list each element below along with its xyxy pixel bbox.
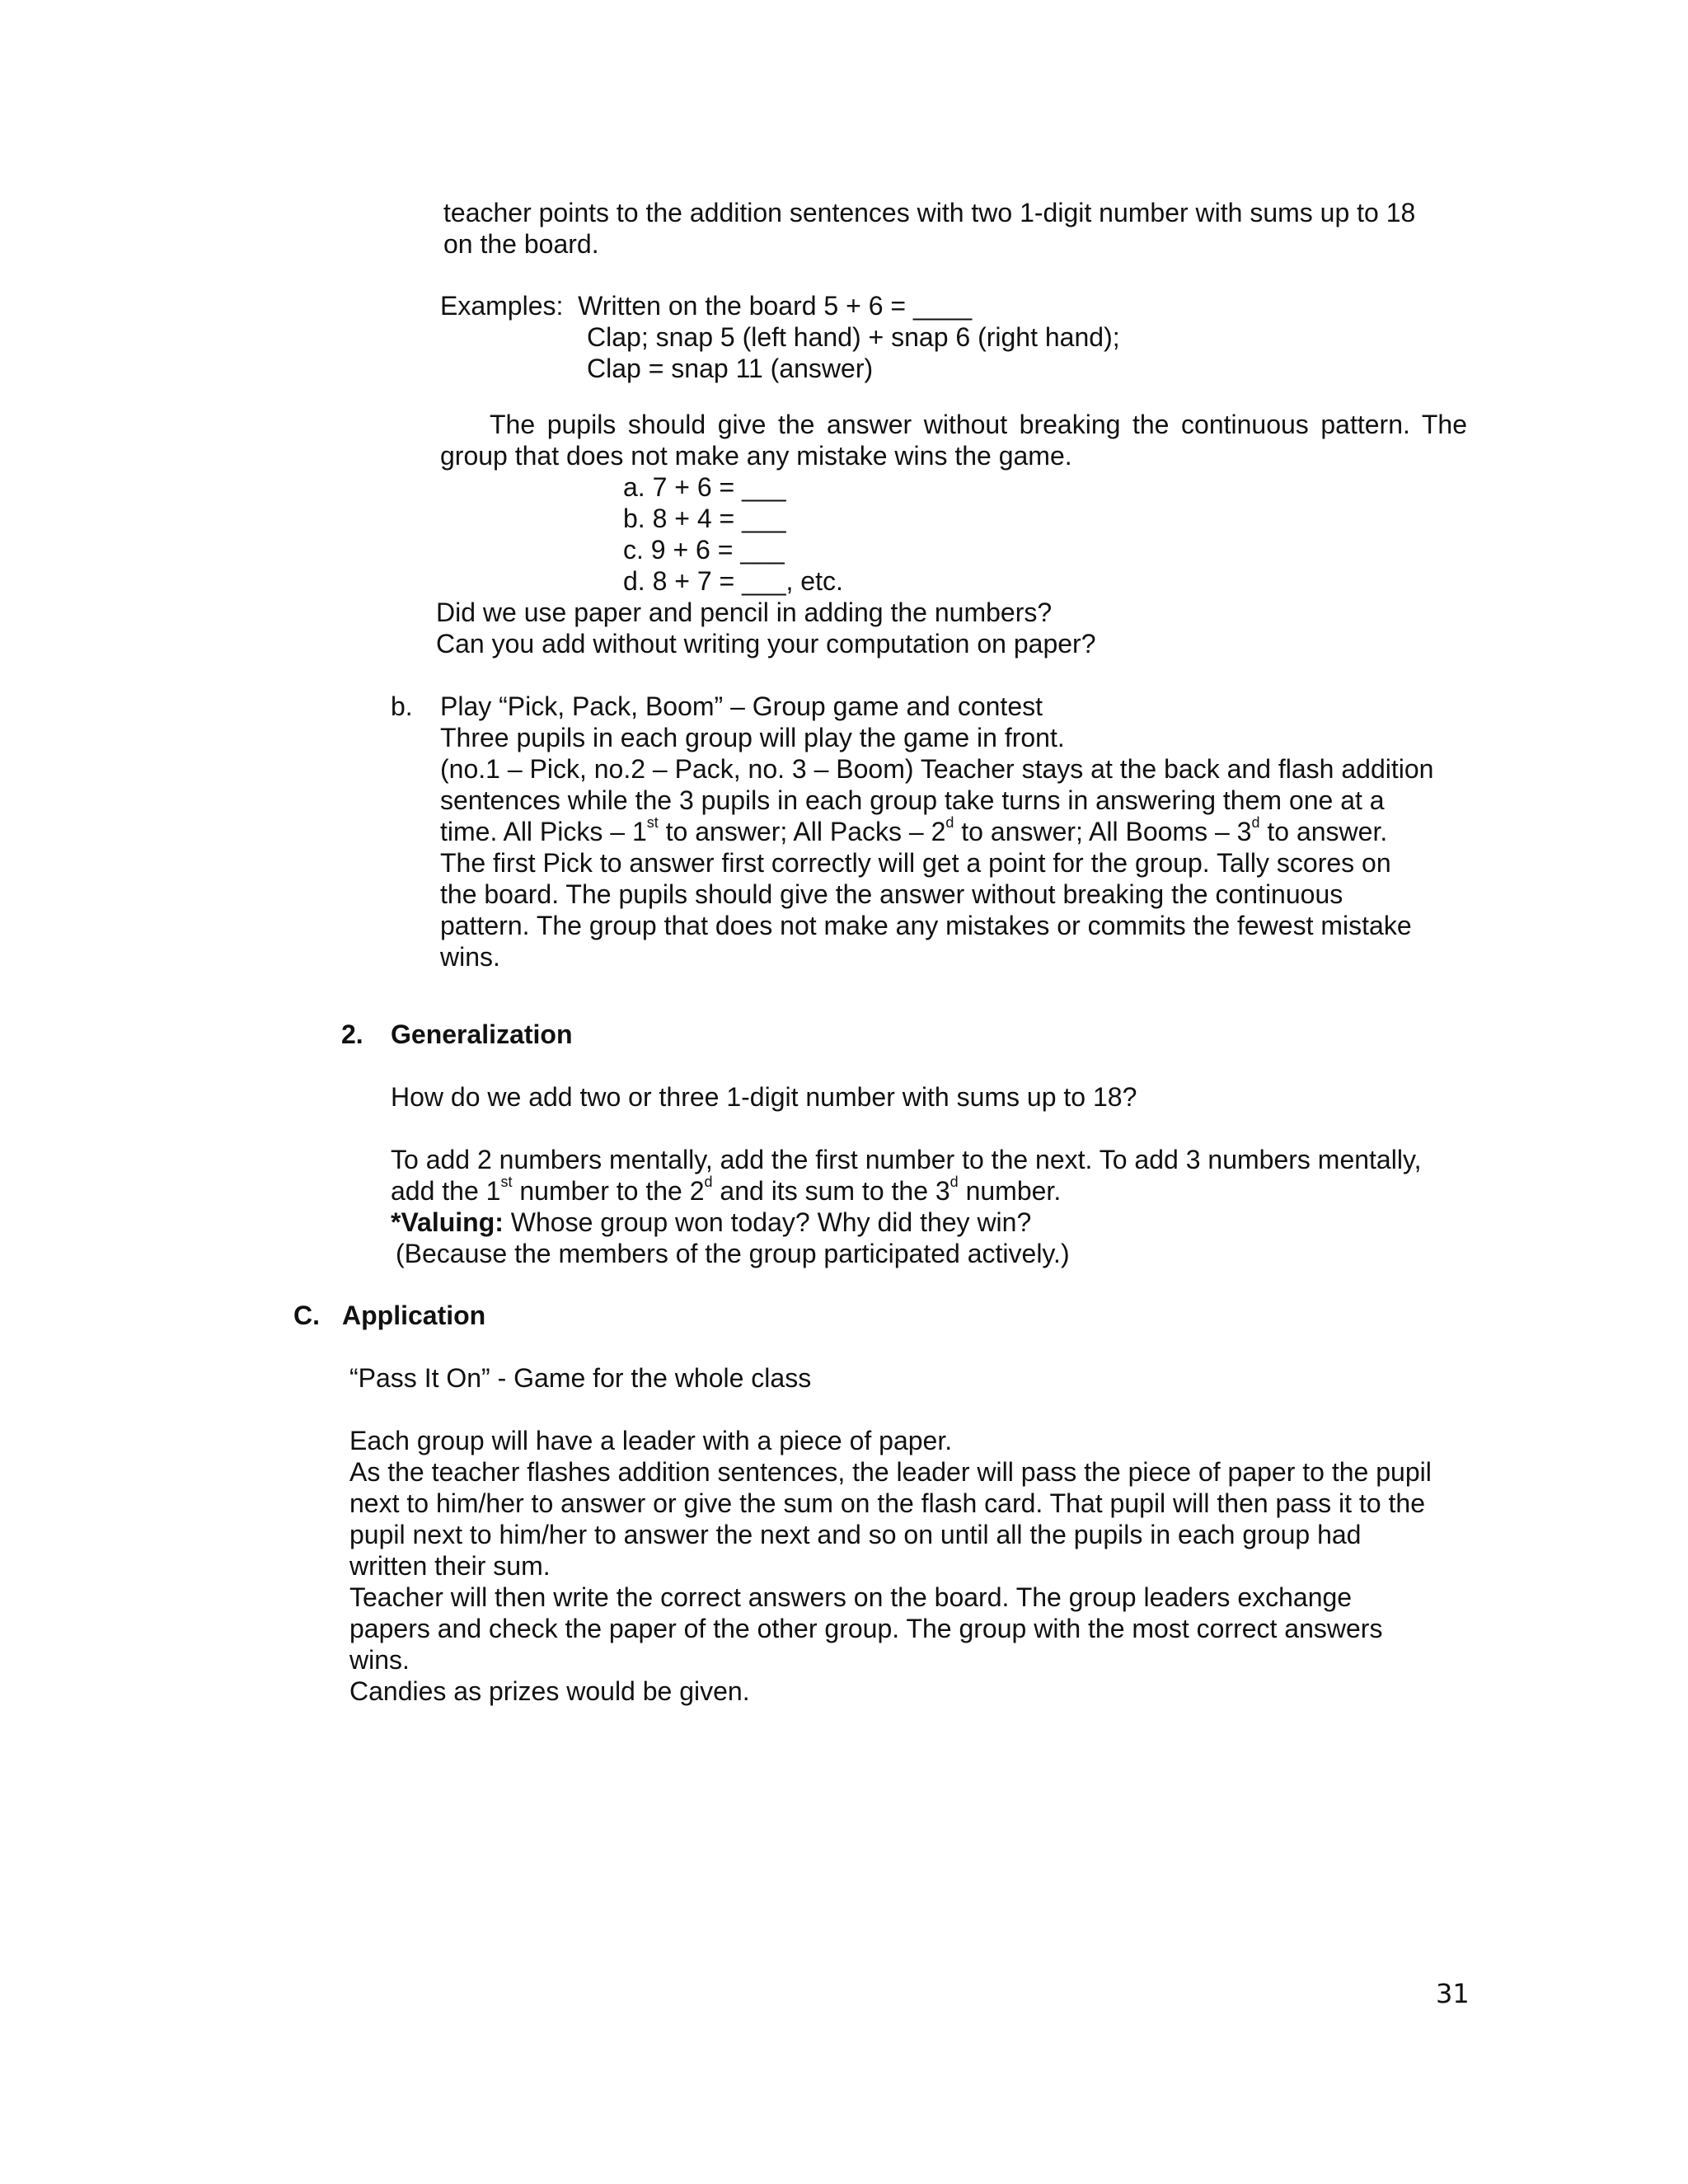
application-line-7: papers and check the paper of the other group. The group with the most correct answers bbox=[349, 1614, 1383, 1643]
pattern-item-b: b. 8 + 4 = ___ bbox=[623, 504, 786, 533]
game-b-line-5-part-b: to answer; All Packs – 2 bbox=[658, 817, 946, 846]
application-line-5: written their sum. bbox=[349, 1551, 551, 1581]
generalization-heading: Generalization bbox=[391, 1019, 573, 1049]
generalization-line-2-part-a: add the 1 bbox=[391, 1176, 501, 1206]
generalization-line-2-part-b: number to the 2 bbox=[512, 1176, 705, 1206]
intro-line-1: teacher points to the addition sentences with two 1-digit number with sums up to 18 bbox=[443, 198, 1416, 227]
generalization-line-2-part-d: number. bbox=[958, 1176, 1062, 1206]
application-game-title: “Pass It On” - Game for the whole class bbox=[349, 1363, 812, 1393]
generalization-line-2-part-c: and its sum to the 3 bbox=[712, 1176, 950, 1206]
pattern-line-2: group that does not make any mistake wins the game. bbox=[440, 441, 1072, 471]
application-line-2: As the teacher flashes addition sentences, the leader will pass the piece of paper to the pupil bbox=[349, 1457, 1432, 1487]
game-b-line-5 bbox=[440, 816, 1387, 847]
application-line-6: Teacher will then write the correct answers on the board. The group leaders exchange bbox=[349, 1582, 1353, 1612]
generalization-line-1: To add 2 numbers mentally, add the first number to the next. To add 3 numbers mentally, bbox=[391, 1145, 1422, 1174]
pattern-item-d: d. 8 + 7 = ___, etc. bbox=[623, 566, 843, 596]
pattern-item-a: a. 7 + 6 = ___ bbox=[623, 472, 786, 502]
generalization-line-4: (Because the members of the group participated actively.) bbox=[396, 1239, 1070, 1268]
examples-line-3: Clap = snap 11 (answer) bbox=[587, 354, 874, 383]
application-line-3: next to him/her to answer or give the sum on the flash card. That pupil will then pass it to the bbox=[349, 1488, 1425, 1518]
game-b-line-3: (no.1 – Pick, no.2 – Pack, no. 3 – Boom) Teacher stays at the back and flash addition bbox=[440, 754, 1434, 784]
intro-line-2: on the board. bbox=[443, 229, 599, 259]
game-b-line-5-part-d: to answer. bbox=[1259, 817, 1388, 846]
examples-line-2: Clap; snap 5 (left hand) + snap 6 (right hand); bbox=[587, 322, 1120, 352]
application-line-8: wins. bbox=[349, 1645, 410, 1675]
application-heading: Application bbox=[342, 1301, 486, 1330]
game-b-line-1: Play “Pick, Pack, Boom” – Group game and contest bbox=[440, 691, 1043, 721]
valuing-line bbox=[391, 1207, 1031, 1238]
ordinal-suffix: st bbox=[500, 1174, 513, 1191]
game-b-line-7: the board. The pupils should give the answer without breaking the continuous bbox=[440, 879, 1343, 909]
application-line-9: Candies as prizes would be given. bbox=[349, 1676, 750, 1706]
examples-line-1: Examples: Written on the board 5 + 6 = ____ bbox=[440, 291, 973, 321]
game-b-line-9: wins. bbox=[440, 942, 500, 972]
valuing-text: Whose group won today? Why did they win? bbox=[503, 1207, 1032, 1237]
ordinal-suffix: d bbox=[704, 1174, 713, 1191]
valuing-label: *Valuing: bbox=[391, 1207, 504, 1237]
ordinal-suffix: st bbox=[646, 814, 659, 832]
game-b-line-4: sentences while the 3 pupils in each group take turns in answering them one at a bbox=[440, 785, 1385, 815]
application-line-4: pupil next to him/her to answer the next and so on until all the pupils in each group had bbox=[349, 1520, 1362, 1549]
generalization-line-2 bbox=[391, 1175, 1061, 1207]
game-b-line-8: pattern. The group that does not make any mistakes or commits the fewest mistake bbox=[440, 911, 1412, 940]
pattern-line-1: The pupils should give the answer without breaking the continuous pattern. The bbox=[490, 410, 1467, 439]
game-b-line-6: The first Pick to answer first correctly will get a point for the group. Tally scores on bbox=[440, 848, 1391, 878]
generalization-question: How do we add two or three 1-digit number with sums up to 18? bbox=[391, 1082, 1137, 1112]
generalization-heading-number: 2. bbox=[341, 1019, 363, 1049]
ordinal-suffix: d bbox=[1251, 814, 1260, 832]
ordinal-suffix: d bbox=[945, 814, 954, 832]
game-b-line-2: Three pupils in each group will play the game in front. bbox=[440, 723, 1065, 752]
page-number: 31 bbox=[1436, 1978, 1470, 2009]
pattern-question-2: Can you add without writing your computation on paper? bbox=[436, 629, 1096, 658]
game-b-line-5-part-c: to answer; All Booms – 3 bbox=[954, 817, 1252, 846]
pattern-item-c: c. 9 + 6 = ___ bbox=[623, 535, 785, 565]
application-line-1: Each group will have a leader with a piece of paper. bbox=[349, 1426, 953, 1455]
game-b-line-5-part-a: time. All Picks – 1 bbox=[440, 817, 647, 846]
ordinal-suffix: d bbox=[950, 1174, 959, 1191]
game-b-marker: b. bbox=[391, 691, 413, 721]
application-heading-letter: C. bbox=[293, 1301, 320, 1330]
pattern-question-1: Did we use paper and pencil in adding the numbers? bbox=[436, 598, 1053, 627]
